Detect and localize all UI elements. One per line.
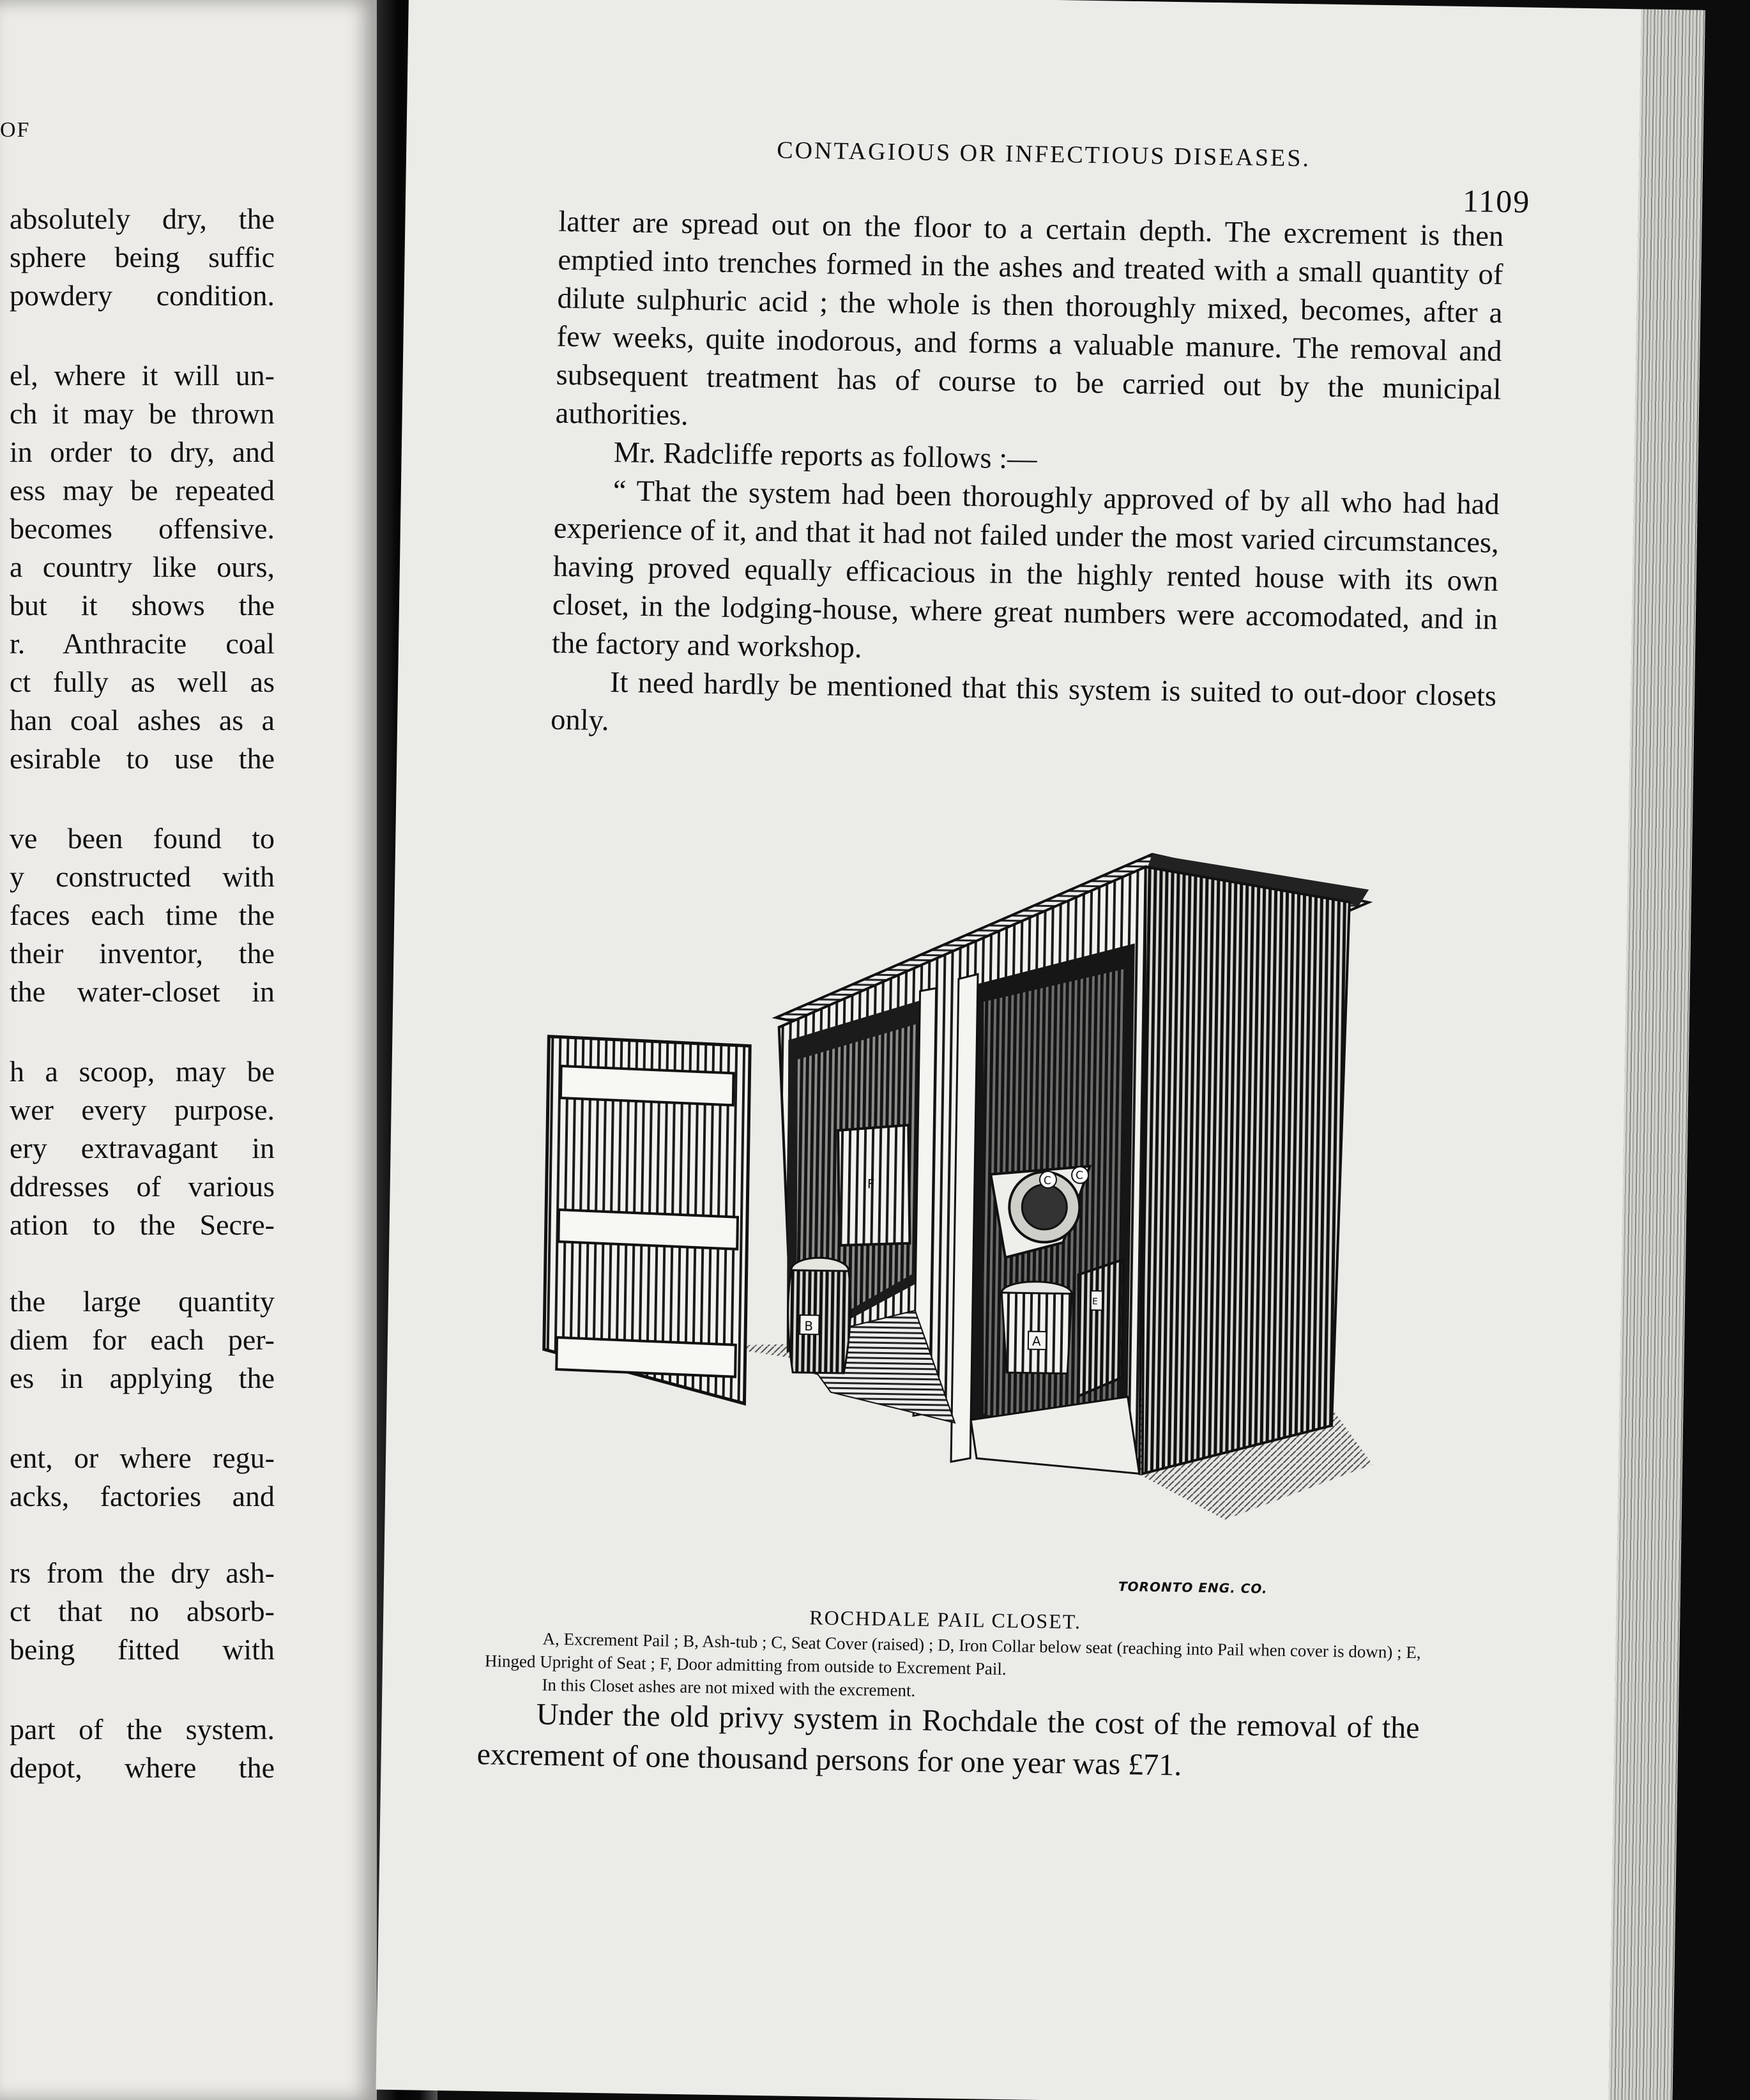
label-b: B xyxy=(804,1318,814,1334)
left-page-line: es in applying the xyxy=(10,1362,275,1394)
left-page-line: powdery condition. xyxy=(10,279,275,312)
left-page-line: faces each time the xyxy=(10,899,275,931)
caption-note: In this Closet ashes are not mixed with the excrement. xyxy=(542,1675,916,1700)
running-head: CONTAGIOUS OR INFECTIOUS DISEASES. xyxy=(776,137,1311,172)
label-c: C xyxy=(1075,1169,1084,1182)
left-page-line: a country like ours, xyxy=(10,551,275,583)
left-page-line: r. Anthracite coal xyxy=(10,627,275,660)
left-page-line: in order to dry, and xyxy=(10,436,275,468)
paragraph-4: It need hardly be mentioned that this system is suited to out-door closets only. xyxy=(550,666,1497,738)
left-page-line: ery extravagant in xyxy=(10,1132,275,1164)
left-page-line: ddresses of various xyxy=(10,1170,275,1203)
left-page-line: ch it may be thrown xyxy=(10,397,275,430)
closing-paragraph-text: Under the old privy system in Rochdale the cost of the removal of the excrement of one thousand persons for one year was £71. xyxy=(476,1697,1420,1783)
left-page-line: ct fully as well as xyxy=(10,666,275,698)
engraver-signature: TORONTO ENG. CO. xyxy=(1118,1578,1268,1597)
label-e: E xyxy=(1092,1297,1098,1307)
left-page-line: diem for each per- xyxy=(10,1323,275,1356)
left-page-line: but it shows the xyxy=(10,589,275,621)
right-page xyxy=(376,0,1705,2100)
left-page-line: their inventor, the xyxy=(10,937,275,970)
left-running-head: OF xyxy=(0,118,31,142)
left-page-text xyxy=(0,0,377,2100)
left-page-line: han coal ashes as a xyxy=(10,704,275,736)
left-page-line: y constructed with xyxy=(10,860,275,893)
body-text xyxy=(551,203,1504,754)
quotation-paragraph: “ That the system had been thoroughly approved of by all who had had experience of it, and that it had not failed under the most varied circumstances, having proved equally efficacious in the highly rented house with its own closet, in the lodging-house, where great numbers were accomodated, and in the factory and workshop. xyxy=(551,475,1500,665)
paragraph-2: Mr. Radcliffe reports as follows :— xyxy=(613,436,1038,476)
page-number: 1109 xyxy=(1462,183,1531,220)
left-page-line: being fitted with xyxy=(10,1633,275,1666)
left-page-line: el, where it will un- xyxy=(10,359,275,392)
left-page-line: the water-closet in xyxy=(10,975,275,1008)
page-edge xyxy=(1608,9,1705,2100)
left-page-line: esirable to use the xyxy=(10,742,275,775)
rochdale-pail-closet-illustration xyxy=(528,774,1409,1611)
paragraph-1: latter are spread out on the floor to a certain depth. The excrement is then emptied into trenches formed in the ashes and treated with a small quantity of dilute sulphuric acid ; the whole is then thoroughly mixed, becomes, after a few weeks, quite inodorous, and forms a valuable manure. The removal and subsequent treatment has of course to be carried out by the municipal authorities. xyxy=(555,205,1504,432)
left-page-line: wer every purpose. xyxy=(10,1093,275,1126)
caption-legend: A, Excrement Pail ; B, Ash-tub ; C, Seat Cover (raised) ; D, Iron Collar below seat (reaching into Pail when cover is down) ; E, Hinged Upright of Seat ; F, Door admitting from outside to Excrement Pail. xyxy=(484,1629,1421,1679)
label-f: F xyxy=(867,1176,875,1192)
left-page-line: the large quantity xyxy=(10,1285,275,1318)
left-page xyxy=(0,0,377,2100)
left-page-line: ent, or where regu- xyxy=(10,1442,275,1474)
left-page-line: acks, factories and xyxy=(10,1480,275,1512)
left-page-line: sphere being suffic xyxy=(10,241,275,273)
label-d: C xyxy=(1043,1174,1051,1188)
figure-caption-title: ROCHDALE PAIL CLOSET. xyxy=(809,1606,1082,1633)
left-page-line: depot, where the xyxy=(10,1751,275,1784)
left-page-line: ess may be repeated xyxy=(10,474,275,506)
left-page-line: part of the system. xyxy=(10,1713,275,1746)
left-page-line: rs from the dry ash- xyxy=(10,1556,275,1589)
left-page-line: becomes offensive. xyxy=(10,512,275,545)
left-page-line: h a scoop, may be xyxy=(10,1055,275,1088)
closing-paragraph xyxy=(476,1693,1420,1790)
left-page-line: ve been found to xyxy=(10,822,275,855)
left-page-line: ation to the Secre- xyxy=(10,1208,275,1241)
left-page-line: ct that no absorb- xyxy=(10,1595,275,1627)
left-page-line: absolutely dry, the xyxy=(10,202,275,235)
label-a: A xyxy=(1031,1333,1041,1349)
